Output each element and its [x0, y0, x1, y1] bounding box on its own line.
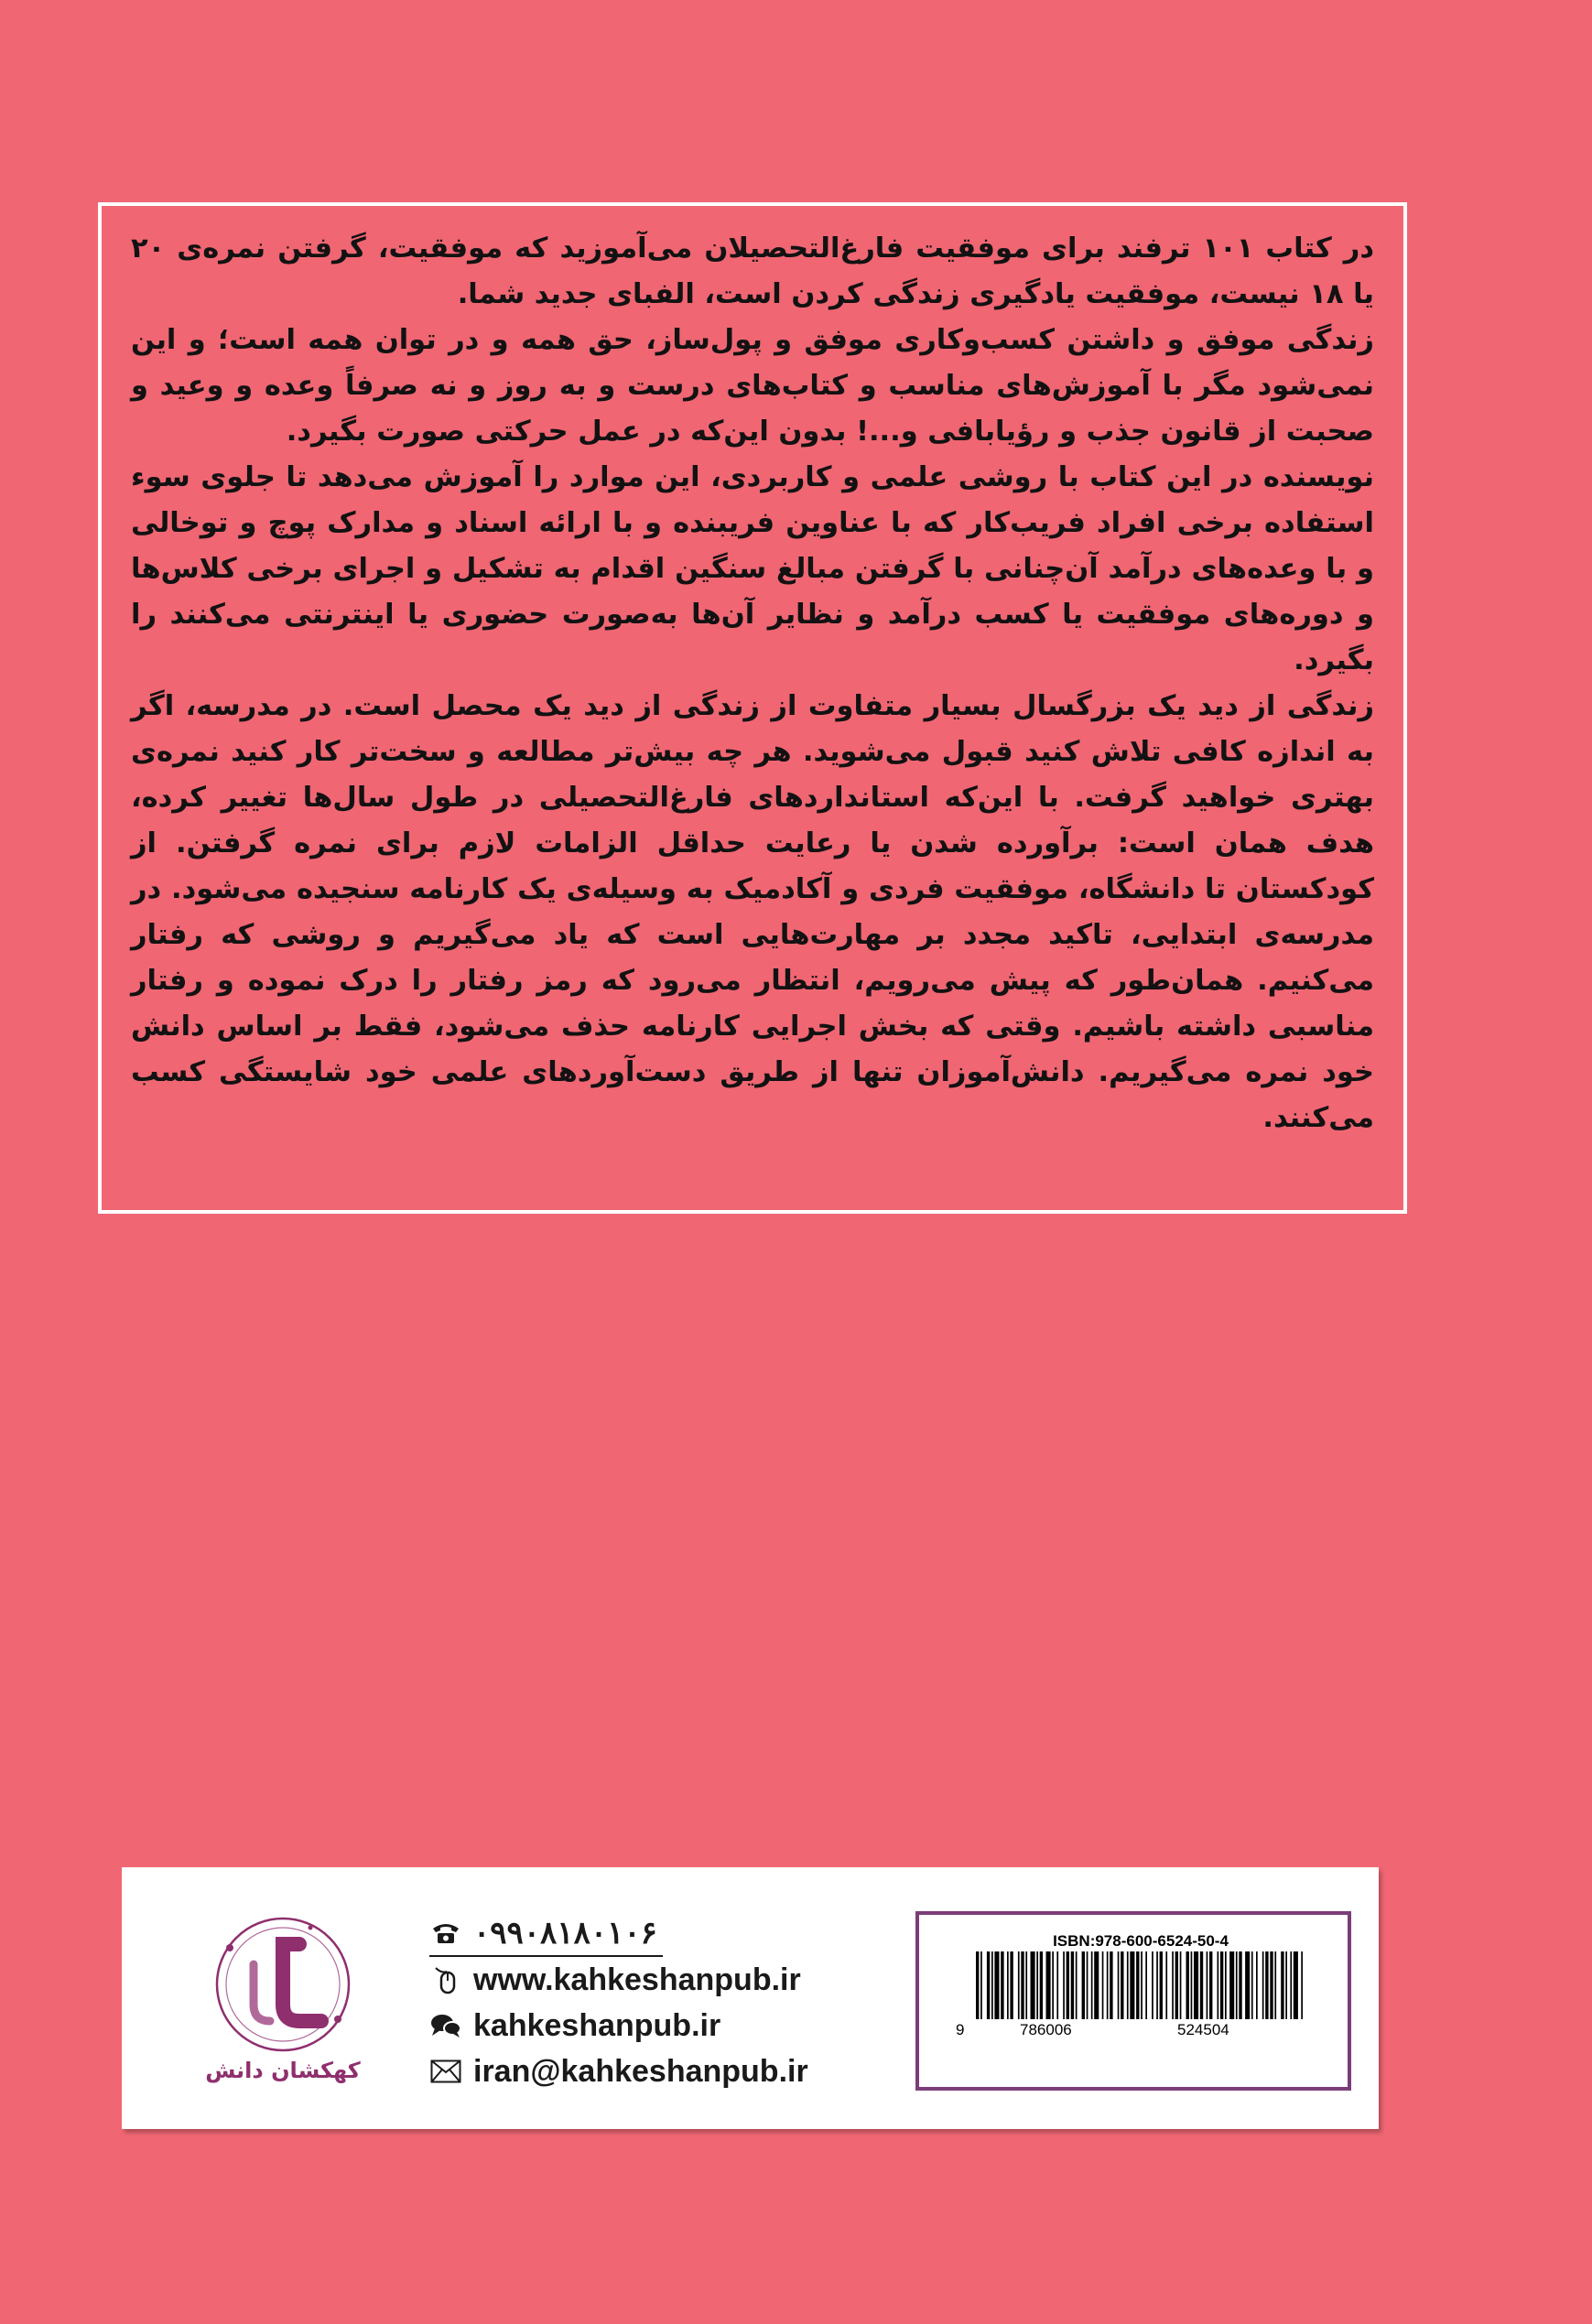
logo-text: کهکشان دانش [205, 2058, 361, 2083]
barcode-bar [994, 1951, 999, 2019]
barcode-frame [915, 1911, 1351, 2091]
barcode-bar [1251, 1951, 1253, 2019]
barcode-bar [1165, 1951, 1167, 2019]
website-row [429, 1957, 887, 2003]
barcode-bar [1025, 1951, 1027, 2019]
barcode-bar [1191, 1951, 1193, 2019]
barcode-bar [976, 1951, 979, 2019]
barcode-bar [1270, 1951, 1273, 2019]
barcode-bar [1172, 1951, 1174, 2019]
barcode-bar [980, 1951, 982, 2019]
social-link[interactable]: kahkeshanpub.ir [473, 2007, 721, 2043]
barcode-digit-lead: 9 [956, 2021, 965, 2038]
isbn-label: ISBN:978-600-6524-50-4 [1053, 1932, 1229, 1950]
barcode-bar [1087, 1951, 1088, 2019]
barcode-bar [1160, 1951, 1163, 2019]
barcode-bar [1091, 1951, 1093, 2019]
chat-icon [429, 2009, 462, 2042]
barcode-icon [970, 1951, 1311, 2019]
email-row [429, 2048, 887, 2094]
barcode-bar [1127, 1951, 1129, 2019]
barcode-bar [1102, 1951, 1104, 2019]
mouse-icon [429, 1963, 462, 1996]
description-paragraph: نویسنده در این کتاب با روشی علمی و کاربردی، این موارد را آموزش می‌دهد تا جلوی سوء استفاده برخی افراد فریب‌کار که با عناوین فریبنده و با ارائه اسناد و مدارک پوچ و توخالی و با وعده‌های درآمد آن‌چنانی با گرفتن مبالغ سنگین اقدام به تشکیل و اجرای برخی کلاس‌ها و دوره‌های موفقیت یا کسب درآمد و نظایر آن‌ها به‌صورت حضوری یا اینترنتی می‌کنند را بگیرد. [131, 461, 1374, 676]
publisher-footer [122, 1867, 1379, 2129]
barcode-bar [1175, 1951, 1178, 2019]
barcode-bar [1110, 1951, 1112, 2019]
barcode-bar [1218, 1951, 1219, 2019]
barcode-bar [1207, 1951, 1208, 2019]
barcode-bar [1052, 1951, 1054, 2019]
barcode-bar [1209, 1951, 1212, 2019]
barcode-bar [1136, 1951, 1139, 2019]
barcode-digits-left: 786006 [1020, 2021, 1072, 2038]
barcode-bar [1031, 1951, 1035, 2019]
barcode-bar [1229, 1951, 1234, 2019]
barcode-bar [1021, 1951, 1023, 2019]
barcode-bar [1001, 1951, 1003, 2019]
barcode-bar [1063, 1951, 1065, 2019]
barcode-bar [1007, 1951, 1009, 2019]
barcode-bar [1046, 1951, 1051, 2019]
barcode-bar [1071, 1951, 1074, 2019]
barcode-bar [1225, 1951, 1227, 2019]
barcode-bar [1236, 1951, 1238, 2019]
barcode-bar [1107, 1951, 1109, 2019]
barcode-bar [1145, 1951, 1147, 2019]
barcode-bar [1141, 1951, 1143, 2019]
contact-list [429, 1911, 887, 2094]
barcode-bar [1094, 1951, 1099, 2019]
phone-icon [429, 1917, 462, 1950]
barcode-bar [1040, 1951, 1043, 2019]
barcode-bar [1294, 1951, 1298, 2019]
barcode-bar [1239, 1951, 1241, 2019]
email-link[interactable]: iran@kahkeshanpub.ir [473, 2053, 808, 2089]
barcode-bar [1056, 1951, 1058, 2019]
barcode-bar [1082, 1951, 1085, 2019]
barcode-bar [1010, 1951, 1013, 2019]
barcode-bar [1118, 1951, 1120, 2019]
barcode-bar [987, 1951, 990, 2019]
barcode-bar [1067, 1951, 1069, 2019]
barcode-bar [1290, 1951, 1292, 2019]
barcode-bar [1274, 1951, 1276, 2019]
barcode-bar [1256, 1951, 1258, 2019]
barcode-bar [1018, 1951, 1020, 2019]
barcode-bar [1152, 1951, 1153, 2019]
barcode-bar [1194, 1951, 1198, 2019]
social-row [429, 2003, 887, 2048]
barcode-bar [1220, 1951, 1223, 2019]
barcode-bar [1301, 1951, 1303, 2019]
barcode-bar [1156, 1951, 1158, 2019]
description-paragraph: زندگی از دید یک بزرگسال بسیار متفاوت از زندگی از دید یک محصل است. در مدرسه، اگر به اندازه کافی تلاش کنید قبول می‌شوید. هر چه بیش‌تر مطالعه و سخت‌تر کار کنید نمره‌ی بهتری خواهید گرفت. با این‌که استانداردهای فارغ‌التحصیلی در طول سال‌ها تغییر کرده، هدف همان است: برآورده شدن یا رعایت حداقل الزامات لازم برای نمره گرفتن. از کودکستان تا دانشگاه، موفقیت فردی و آکادمیک به وسیله‌ی یک کارنامه سنجیده می‌شود. در مدرسه‌ی ابتدایی، تاکید مجدد بر مهارت‌هایی است که یاد می‌گیریم و روشی که رفتار می‌کنیم. همان‌طور که پیش می‌رویم، انتظار می‌رود که رمز رفتار را درک نموده و رفتار مناسبی داشته باشیم. وقتی که بخش اجرایی کارنامه حذف می‌شود، فقط بر اساس دانش خود نمره می‌گیریم. دانش‌آموزان تنها از طریق دست‌آوردهای علمی خود شایستگی کسب می‌کنند. [131, 690, 1374, 1134]
barcode-bar [1180, 1951, 1182, 2019]
publisher-logo [191, 1904, 374, 2094]
barcode-bar [991, 1951, 993, 2019]
barcode-bar [1265, 1951, 1268, 2019]
website-link[interactable]: www.kahkeshanpub.ir [473, 1962, 801, 1997]
description-box [98, 202, 1407, 1214]
description-paragraph: زندگی موفق و داشتن کسب‌وکاری موفق و پول‌ساز، حق همه و در توان همه است؛ و این نمی‌شود مگر با آموزش‌های مناسب و کتاب‌های درست و به روز و نه صرفاً وعده و وعید و صحبت از قانون جذب و رؤیابافی و...! بدون این‌که در عمل حرکتی صورت بگیرد. [131, 324, 1374, 448]
envelope-icon [429, 2055, 462, 2088]
logo-mark-icon [191, 1904, 374, 2059]
barcode-bar [1200, 1951, 1203, 2019]
barcode-bar [1036, 1951, 1038, 2019]
barcode-bar [1121, 1951, 1123, 2019]
phone-row [429, 1911, 663, 1957]
barcode-bar [1245, 1951, 1250, 2019]
barcode-bar [1262, 1951, 1264, 2019]
barcode-digits-right: 524504 [1177, 2021, 1229, 2038]
barcode-bar [1076, 1951, 1078, 2019]
barcode-bar [1281, 1951, 1283, 2019]
barcode-bar [1186, 1951, 1189, 2019]
phone-number[interactable]: ۰۹۹۰۸۱۸۰۱۰۶ [473, 1916, 657, 1951]
description-paragraph: در کتاب ۱۰۱ ترفند برای موفقیت فارغ‌التحصیلان می‌آموزید که موفقیت، گرفتن نمره‌ی ۲۰ یا ۱۸ نیست، موفقیت یادگیری زندگی کردن است، الفبای جدید شما. [131, 232, 1374, 310]
barcode-bar [1130, 1951, 1134, 2019]
barcode-bar [1285, 1951, 1287, 2019]
